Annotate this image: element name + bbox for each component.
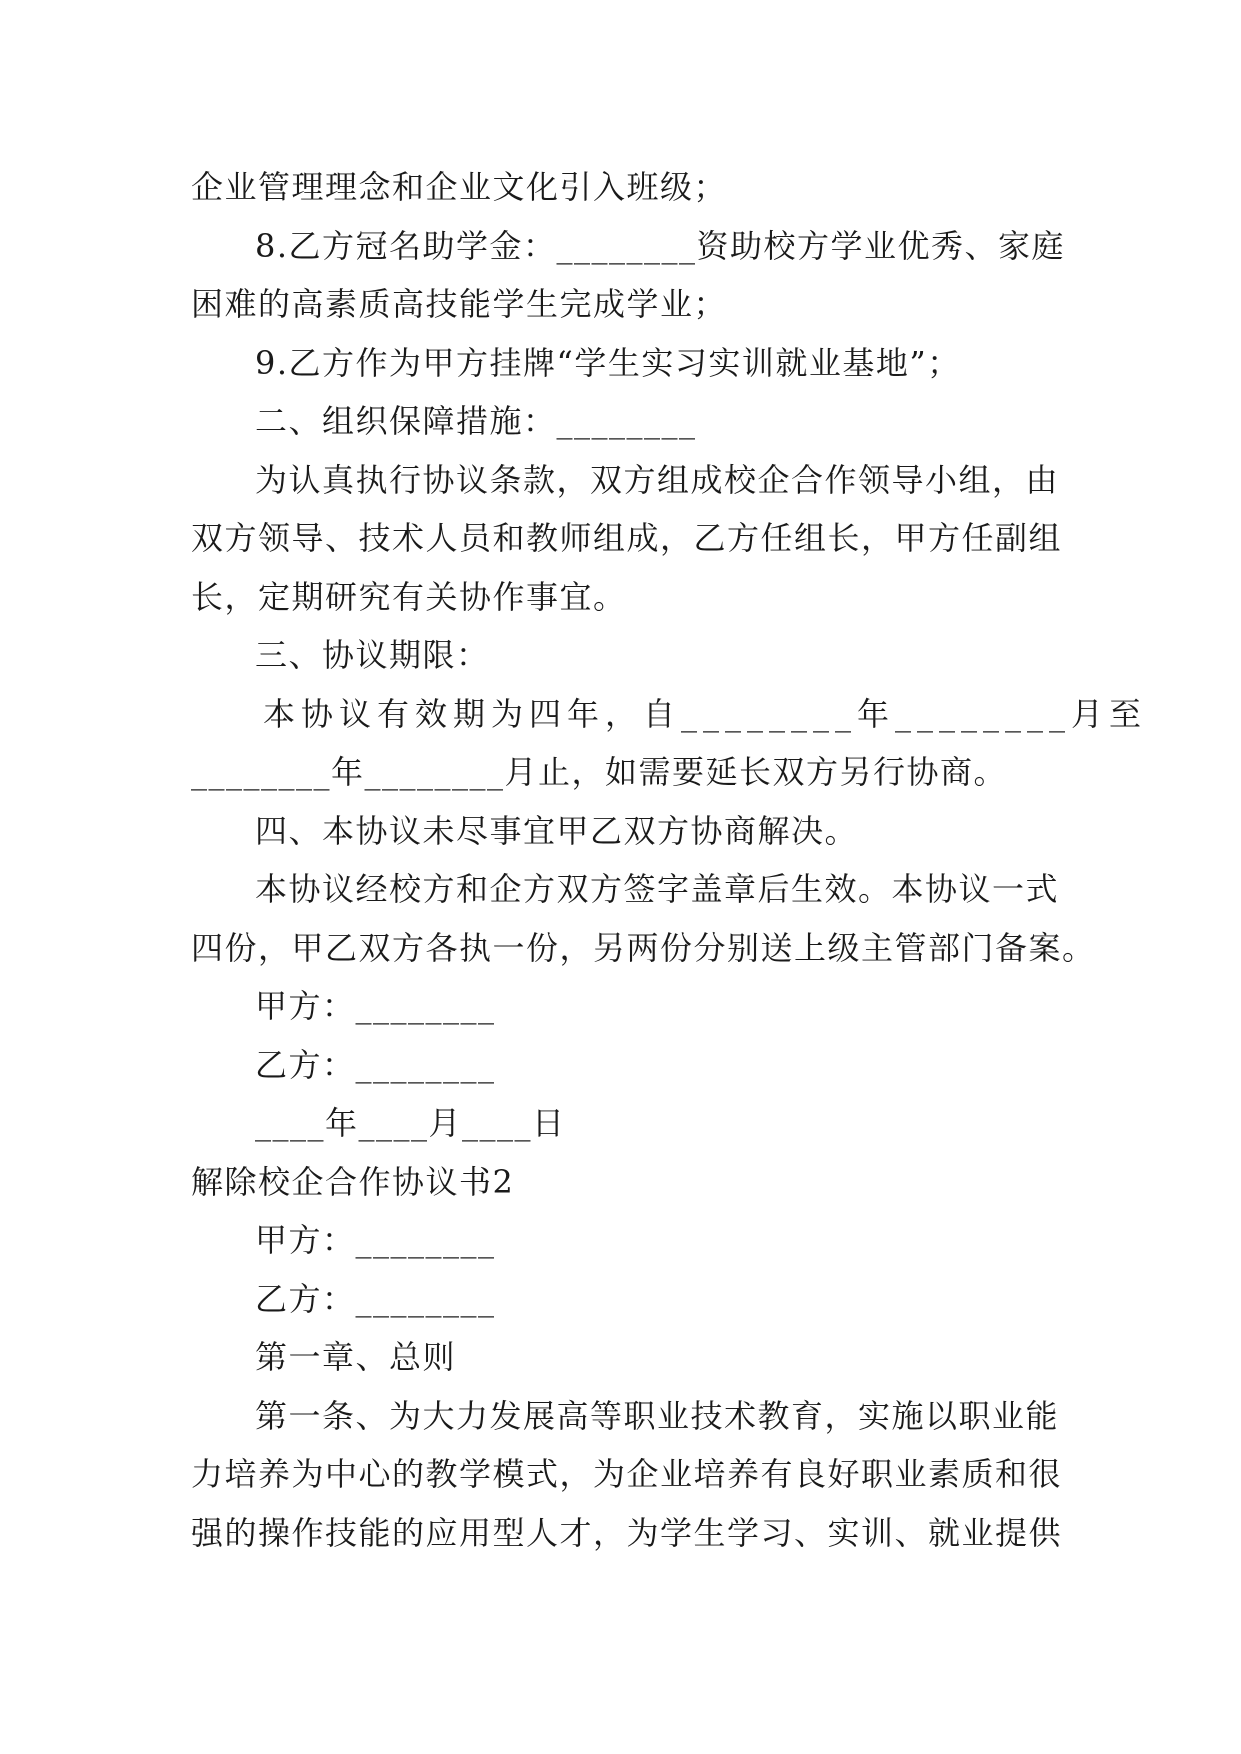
paragraph-line: 第一条、为大力发展高等职业技术教育，实施以职业能 — [255, 1396, 1060, 1435]
document-title: 解除校企合作协议书2 — [191, 1162, 515, 1201]
paragraph-line: 力培养为中心的教学模式，为企业培养有良好职业素质和很 — [191, 1455, 1063, 1493]
paragraph-line: 8.乙方冠名助学金：________资助校方学业优秀、家庭 — [255, 226, 1066, 265]
paragraph-line: 为认真执行协议条款，双方组成校企合作领导小组，由 — [255, 460, 1060, 499]
paragraph-line: 本协议有效期为四年，自________年________月至 — [263, 694, 1148, 733]
paragraph-line: 本协议经校方和企方双方签字盖章后生效。本协议一式 — [255, 870, 1060, 908]
document-body — [191, 158, 1148, 1562]
paragraph-line: 长，定期研究有关协作事宜。 — [191, 577, 627, 616]
paragraph-line: 9.乙方作为甲方挂牌“学生实习实训就业基地”； — [255, 343, 961, 382]
paragraph-line: 双方领导、技术人员和教师组成，乙方任组长，甲方任副组 — [191, 519, 1063, 557]
section-heading: 四、本协议未尽事宜甲乙双方协商解决。 — [255, 811, 859, 850]
paragraph-line: ________年________月止，如需要延长双方另行协商。 — [191, 753, 1008, 791]
chapter-heading: 第一章、总则 — [255, 1338, 457, 1376]
party-a-signature: 甲方：________ — [255, 987, 496, 1025]
party-b-signature: 乙方：________ — [255, 1045, 496, 1084]
section-heading: 二、组织保障措施：________ — [255, 402, 697, 440]
party-b-field: 乙方：________ — [255, 1279, 496, 1318]
paragraph-line: 企业管理理念和企业文化引入班级； — [191, 168, 728, 206]
paragraph-line: 强的操作技能的应用型人才，为学生学习、实训、就业提供 — [191, 1513, 1063, 1552]
section-heading: 三、协议期限： — [255, 636, 490, 674]
paragraph-line: 困难的高素质高技能学生完成学业； — [191, 285, 728, 323]
party-a-field: 甲方：________ — [255, 1221, 496, 1259]
date-line: ____年____月____日 — [255, 1104, 566, 1142]
paragraph-line: 四份，甲乙双方各执一份，另两份分别送上级主管部门备案。 — [191, 928, 1096, 967]
